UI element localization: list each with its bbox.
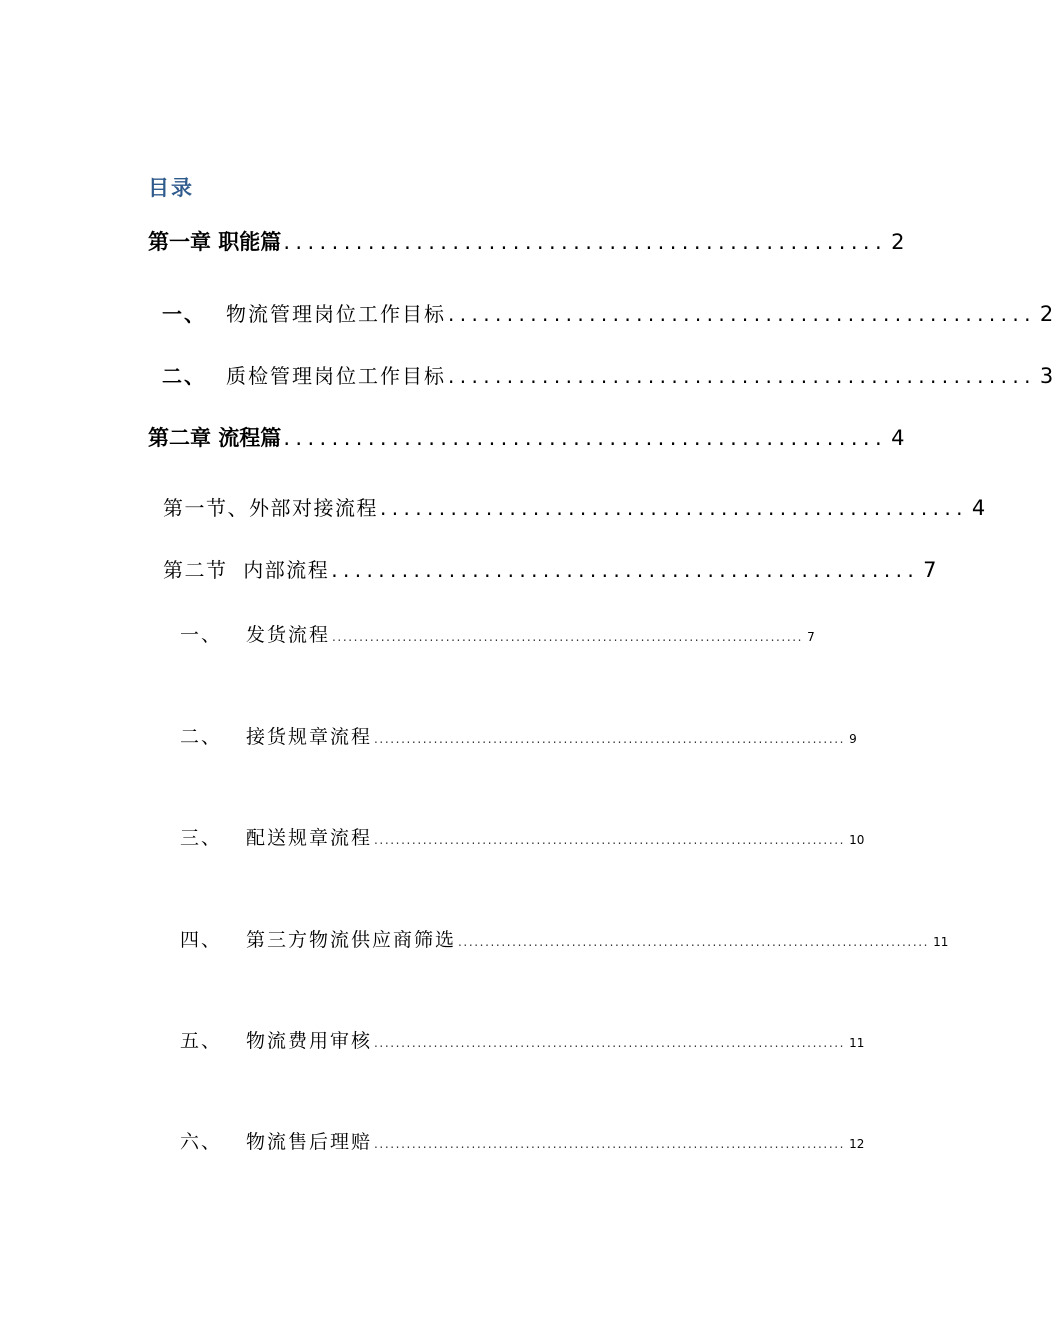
dot-leader: .......................................................................................	[332, 630, 804, 644]
toc-entry-section-1[interactable]	[163, 492, 986, 526]
toc-entry-sub-3[interactable]	[180, 823, 865, 851]
toc-entry-chapter-1[interactable]	[148, 226, 905, 260]
dot-leader: ..................................................	[283, 230, 888, 254]
toc-entry-section-2[interactable]	[163, 554, 937, 588]
toc-entry-marker: 二、	[180, 726, 223, 748]
toc-entry-text: 物流费用审核	[246, 1030, 373, 1052]
toc-page-number: 7	[923, 558, 937, 582]
dot-leader: .......................................................................................	[374, 833, 846, 847]
toc-entry-marker: 六、	[180, 1131, 223, 1153]
toc-entry-marker: 一、	[162, 302, 206, 326]
dot-leader: .......................................................................................	[374, 1036, 846, 1050]
toc-entry-text: 第二章 流程篇	[148, 426, 282, 450]
toc-entry-sub-2[interactable]	[180, 722, 857, 750]
toc-page-number: 11	[933, 935, 949, 949]
toc-page-number: 2	[891, 230, 905, 254]
toc-entry-sub-1[interactable]	[180, 620, 815, 648]
toc-page-number: 12	[849, 1137, 865, 1151]
toc-entry-text: 质检管理岗位工作目标	[226, 364, 446, 388]
toc-entry-text: 配送规章流程	[246, 827, 373, 849]
toc-page-number: 4	[891, 426, 905, 450]
toc-entry-marker: 三、	[180, 827, 223, 849]
toc-page-number: 9	[849, 732, 857, 746]
dot-leader: .......................................................................................	[458, 935, 930, 949]
toc-entry-text: 物流管理岗位工作目标	[226, 302, 446, 326]
toc-entry-chapter-2[interactable]	[148, 422, 905, 456]
dot-leader: ..................................................	[448, 302, 1036, 326]
toc-entry-marker: 四、	[180, 929, 223, 951]
toc-entry-marker: 一、	[180, 624, 223, 646]
dot-leader: .......................................................................................	[374, 732, 846, 746]
dot-leader: .......................................................................................	[374, 1137, 846, 1151]
toc-entry-text: 第一章 职能篇	[148, 230, 282, 254]
toc-page-number: 7	[807, 630, 815, 644]
dot-leader: ..................................................	[331, 558, 920, 582]
toc-entry-marker: 五、	[180, 1030, 223, 1052]
toc-page-number: 10	[849, 833, 865, 847]
toc-page-number: 2	[1039, 302, 1053, 326]
toc-entry-sub-4[interactable]	[180, 925, 949, 953]
toc-entry-text: 第一节、外部对接流程	[163, 496, 378, 520]
toc-entry-text: 接货规章流程	[246, 726, 373, 748]
toc-title: 目录	[148, 176, 194, 200]
toc-entry-goal-2[interactable]	[162, 360, 1053, 394]
toc-entry-text: 第二节 内部流程	[163, 558, 330, 582]
toc-entry-marker: 二、	[162, 364, 206, 388]
toc-entry-sub-6[interactable]	[180, 1127, 865, 1155]
dot-leader: ..................................................	[448, 364, 1036, 388]
dot-leader: ..................................................	[380, 496, 968, 520]
toc-entry-text: 物流售后理赔	[246, 1131, 373, 1153]
toc-entry-sub-5[interactable]	[180, 1026, 865, 1054]
toc-page-number: 11	[849, 1036, 865, 1050]
toc-entry-text: 第三方物流供应商筛选	[246, 929, 457, 951]
toc-entry-goal-1[interactable]	[162, 298, 1053, 332]
toc-page-number: 3	[1039, 364, 1053, 388]
toc-page-number: 4	[971, 496, 986, 520]
toc-entry-text: 发货流程	[246, 624, 331, 646]
dot-leader: ..................................................	[283, 426, 888, 450]
